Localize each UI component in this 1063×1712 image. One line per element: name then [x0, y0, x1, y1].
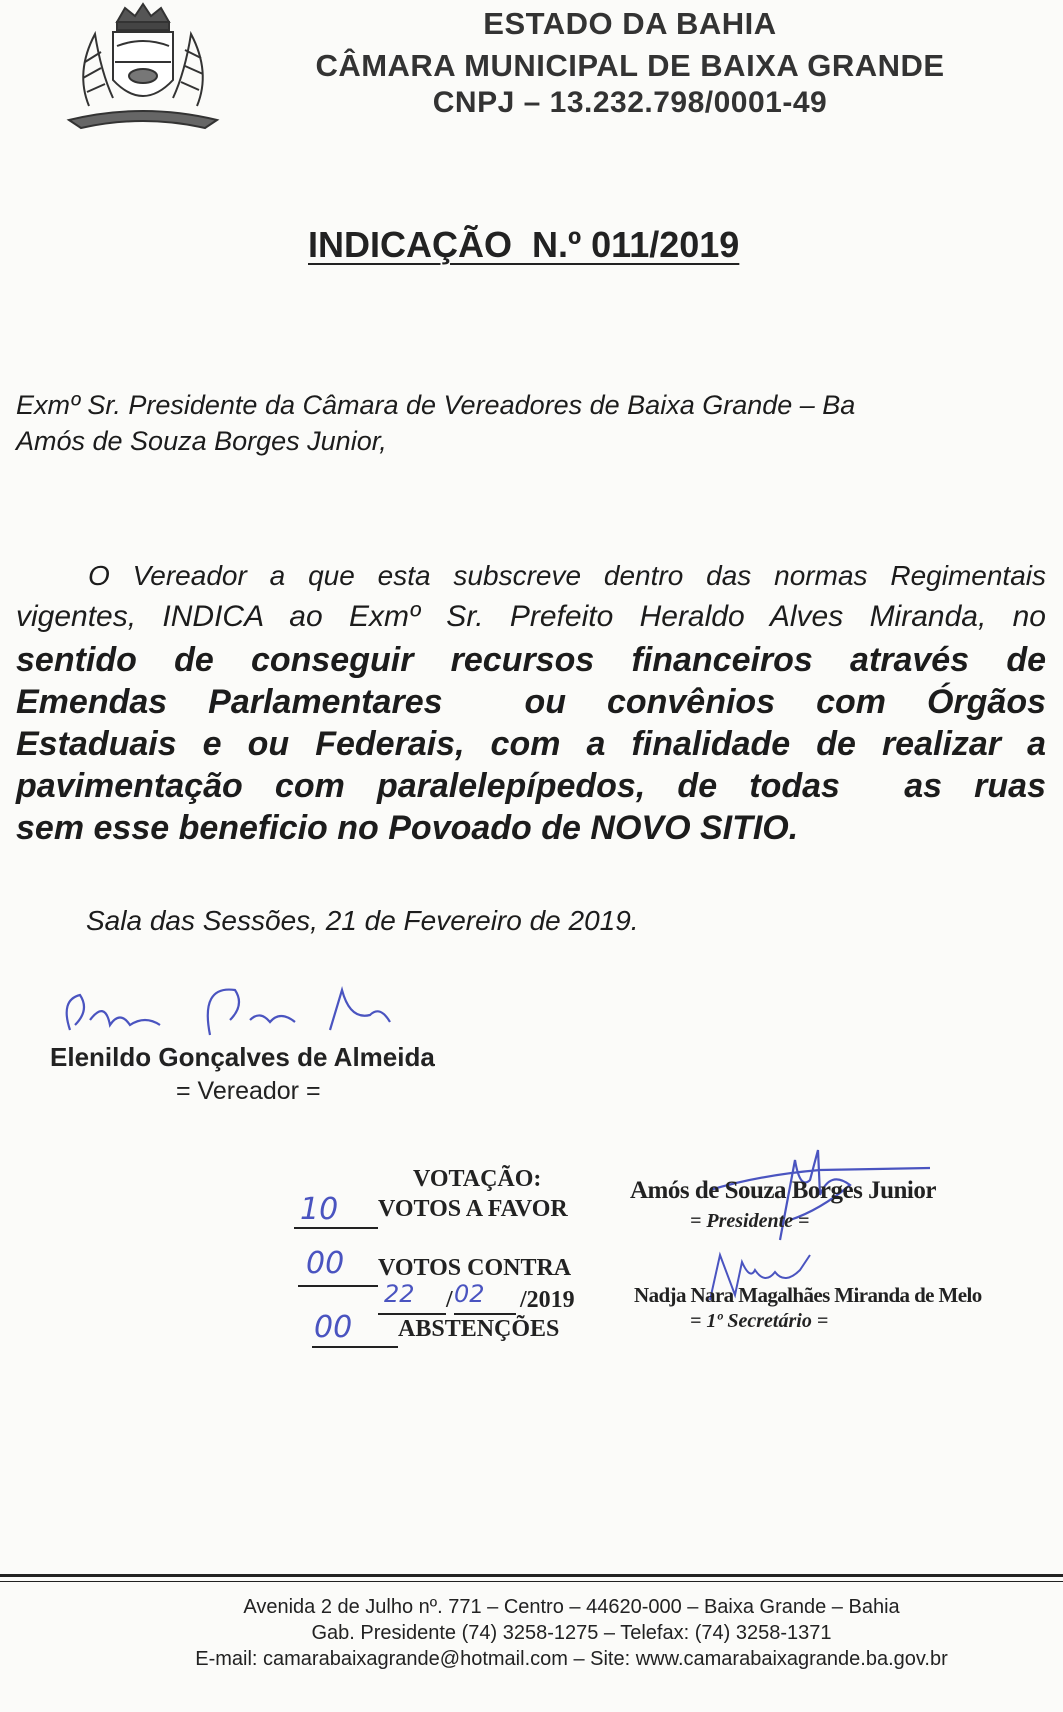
- header-state: ESTADO DA BAHIA: [483, 6, 777, 41]
- underline: [378, 1313, 446, 1315]
- body-line-text: O Vereador a que esta subscreve dentro das normas Regimentais: [88, 560, 1046, 591]
- body-line: [16, 725, 1046, 764]
- votes-in-favor-value: 10: [300, 1192, 339, 1227]
- body-line: [16, 809, 1046, 848]
- secretary-role: = 1º Secretário =: [690, 1310, 829, 1332]
- place-and-date: Sala das Sessões, 21 de Fevereiro de 2019.: [86, 905, 639, 936]
- abstentions-label: ABSTENÇÕES: [398, 1316, 560, 1342]
- author-signature: [50, 980, 430, 1050]
- body-line-text: vigentes, INDICA ao Exmº Sr. Prefeito Heraldo Alves Miranda, no: [16, 600, 1046, 633]
- secretary-name: Nadja Nara Magalhães Miranda de Melo: [634, 1283, 982, 1307]
- footer-rule-thin: [0, 1581, 1063, 1582]
- vote-date-day: 22: [384, 1280, 415, 1308]
- body-line: [16, 560, 1046, 592]
- underline: [298, 1285, 378, 1287]
- addressee-line-1: Exmº Sr. Presidente da Câmara de Vereadores de Baixa Grande – Ba: [16, 390, 856, 420]
- body-line-text: Estaduais e ou Federais, com a finalidade de realizar a: [16, 725, 1046, 763]
- header-chamber: CÂMARA MUNICIPAL DE BAIXA GRANDE: [315, 48, 945, 83]
- votes-against-value: 00: [306, 1246, 345, 1281]
- votes-in-favor-label: VOTOS A FAVOR: [378, 1196, 568, 1222]
- footer-address: Avenida 2 de Julho nº. 771 – Centro – 44620-000 – Baixa Grande – Bahia: [243, 1596, 900, 1618]
- vote-date-month: 02: [454, 1280, 485, 1308]
- body-line-text: sentido de conseguir recursos financeiros através de: [16, 641, 1046, 679]
- header-cnpj: CNPJ – 13.232.798/0001-49: [432, 86, 828, 119]
- body-line-text: sem esse beneficio no Povoado de NOVO SITIO.: [16, 809, 799, 847]
- body-line: [16, 641, 1046, 680]
- date-separator: /: [446, 1287, 453, 1313]
- abstentions-value: 00: [314, 1310, 353, 1345]
- body-line: [16, 767, 1046, 806]
- underline: [312, 1346, 398, 1348]
- municipal-crest-logo: [55, 2, 230, 132]
- vote-date-year: /2019: [520, 1287, 575, 1313]
- votes-against-label: VOTOS CONTRA: [378, 1255, 572, 1281]
- underline: [454, 1313, 516, 1315]
- president-name: Amós de Souza Borges Junior: [630, 1177, 936, 1204]
- body-line-text: pavimentação com paralelepípedos, de todas as ruas: [16, 767, 1046, 805]
- underline: [294, 1227, 378, 1229]
- president-role: = Presidente =: [690, 1210, 810, 1232]
- body-line: [16, 600, 1046, 634]
- addressee-line-2: Amós de Souza Borges Junior,: [16, 426, 387, 456]
- author-role: = Vereador =: [176, 1077, 321, 1105]
- document-title: INDICAÇÃO N.º 011/2019: [308, 224, 740, 265]
- footer-rule: [0, 1574, 1063, 1577]
- footer-phones: Gab. Presidente (74) 3258-1275 – Telefax: (74) 3258-1371: [311, 1622, 832, 1644]
- author-name: Elenildo Gonçalves de Almeida: [50, 1042, 435, 1072]
- footer-contact: E-mail: camarabaixagrande@hotmail.com – Site: www.camarabaixagrande.ba.gov.br: [195, 1648, 948, 1670]
- body-line: [16, 683, 1046, 722]
- body-line-text: Emendas Parlamentares ou convênios com Órgãos: [16, 683, 1046, 721]
- voting-title: VOTAÇÃO:: [413, 1166, 542, 1192]
